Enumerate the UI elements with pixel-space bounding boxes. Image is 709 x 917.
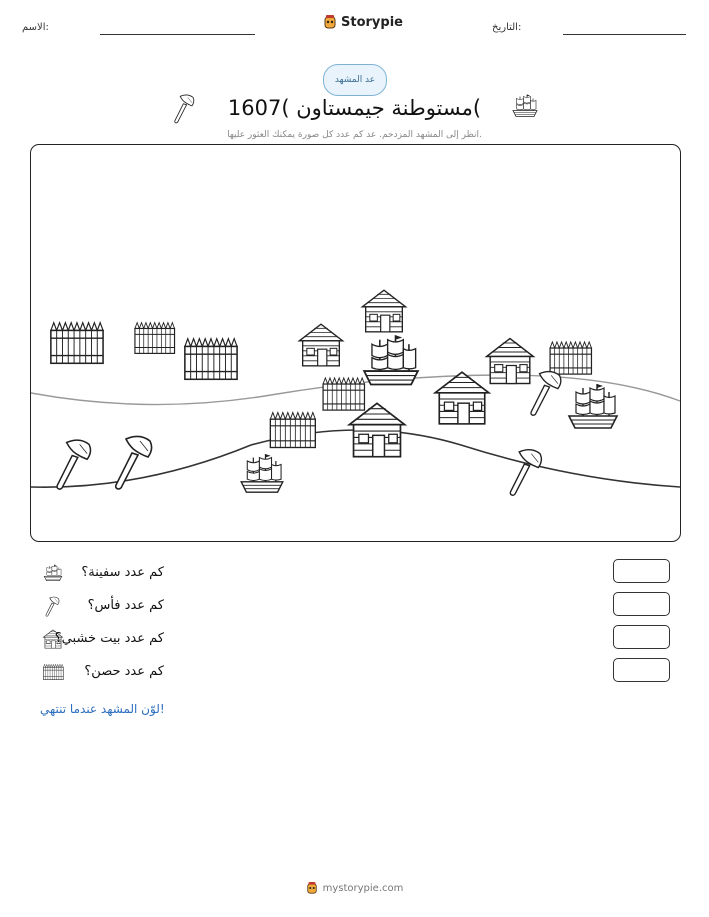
brand-logo [323,14,403,30]
page-title [0,96,709,120]
axe-icon[interactable] [107,431,163,491]
answer-box-ships[interactable] [613,559,670,583]
question-cabins: كم عدد بيت خشبي؟ [54,631,164,646]
answer-box-forts[interactable] [613,658,670,682]
axe-icon[interactable] [51,435,99,491]
fort-icon[interactable] [47,315,105,371]
fort-icon[interactable] [267,407,317,453]
question-forts: كم عدد حصن؟ [84,664,164,679]
axe-icon [42,595,64,617]
activity-badge: عد المشهد [323,64,387,96]
mascot-icon [306,881,318,895]
footer-url[interactable]: mystorypie.com [322,882,404,894]
brand-name: Storypie [341,14,403,30]
ship-icon [42,562,64,584]
ship-icon [510,92,540,120]
date-label: التاريخ: [492,22,522,33]
mascot-icon [323,14,337,30]
fort-icon [42,661,64,683]
axe-icon [170,92,200,124]
axe-icon[interactable] [525,367,569,417]
date-line[interactable] [563,34,686,35]
log-cabin-icon[interactable] [359,287,409,335]
title-text: مستوطنة جيمستاون )1607( [227,96,482,120]
question-axes: كم عدد فأس؟ [87,598,164,613]
answer-box-cabins[interactable] [613,625,670,649]
log-cabin-icon[interactable] [296,321,346,369]
name-line[interactable] [100,34,255,35]
axe-icon[interactable] [505,445,549,497]
question-ships: كم عدد سفينة؟ [81,565,164,580]
color-instruction: لوّن المشهد عندما تنتهي! [40,702,165,716]
log-cabin-icon[interactable] [345,399,409,461]
ship-icon[interactable] [357,333,425,389]
instructions: انظر إلى المشهد المزدحم. عد كم عدد كل صورة يمكنك العثور عليها. [227,130,482,140]
answer-box-axes[interactable] [613,592,670,616]
name-label: الاسم: [22,22,49,33]
fort-icon[interactable] [181,333,239,385]
footer [0,881,709,895]
ship-icon[interactable] [563,381,623,433]
ship-icon[interactable] [236,451,288,497]
fort-icon[interactable] [132,317,176,359]
counting-scene[interactable] [30,144,681,542]
log-cabin-icon[interactable] [431,369,493,427]
